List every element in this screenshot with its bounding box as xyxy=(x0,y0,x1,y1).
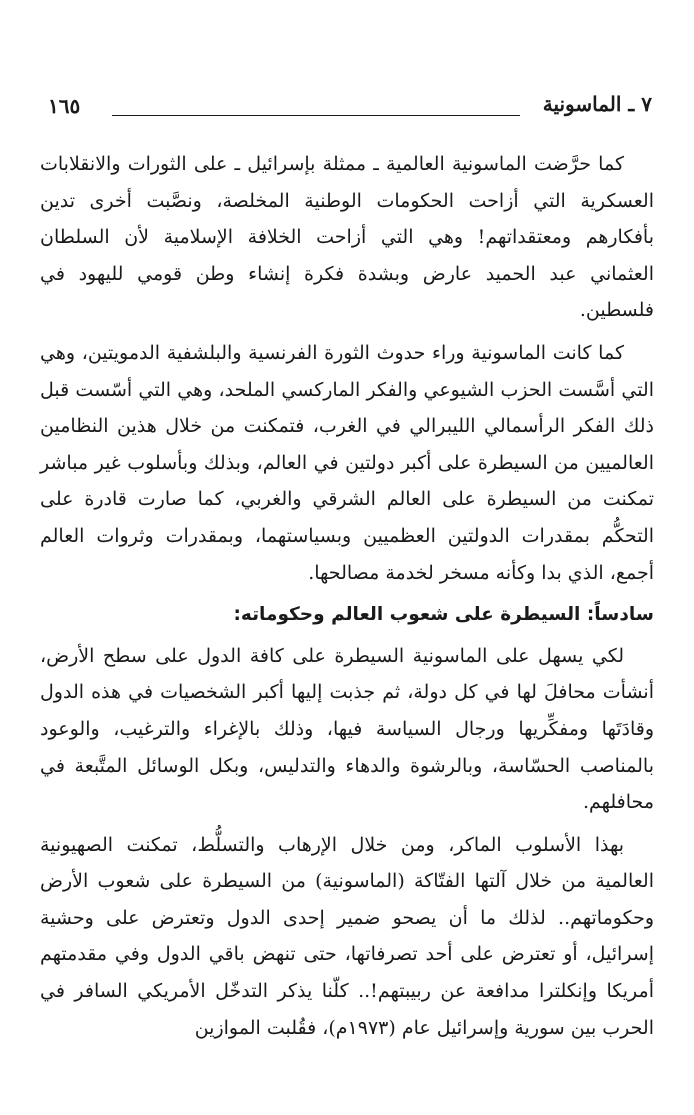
paragraph-3: لكي يسهل على الماسونية السيطرة على كافة الدول على سطح الأرض، أنشأت محافلَ لها في كل دولة، ثم جذبت إليها أكبر الشخصيات في هذه الدول وقادَتَها ومفكِّريها ورجال السياسة فيها، وذلك بالإغراء والترغيب، والوعود بالمناصب الحسّاسة، وبالرشوة والدهاء والتدليس، وبكل الوسائل المتَّبعة في محافلهم. xyxy=(40,644,654,814)
paragraph-4: بهذا الأسلوب الماكر، ومن خلال الإرهاب والتسلُّط، تمكنت الصهيونية العالمية من خلال آلتها الفتّاكة (الماسونية) من السيطرة على شعوب الأرض وحكوماتهم.. لذلك ما أن يصحو ضمير إحدى الدول وتعترض على وحشية إسرائيل، أو تعترض على أحد تصرفاتها، حتى تنهض باقي الدول وفي مقدمتهم أمريكا وإنكلترا مدافعة عن ربيبتهم!.. كلّنا يذكر التدخّل الأمريكي السافر في الحرب بين سورية وإسرائيل عام (١٩٧٣م)، فقُلبت الموازين xyxy=(40,833,654,1039)
header-rule xyxy=(112,115,520,116)
page-number: ١٦٥ xyxy=(48,94,81,118)
paragraph-2: كما كانت الماسونية وراء حدوث الثورة الفرنسية والبلشفية الدمويتين، وهي التي أسَّست الحزب الشيوعي والفكر الماركسي الملحد، وهي التي أسّست قبل ذلك الفكر الرأسمالي الليبرالي في الغرب، فتمكنت من خلال هذين النظامين العالميين من السيطرة على أكبر دولتين في العالم، وبذلك وبأسلوب غير مباشر تمكنت من السيطرة على العالم الشرقي والغربي، كما صارت قادرة على التحكُّم بمقدرات الدولتين العظميين وبسياستهما، وبمقدرات وثروات العالم أجمع، الذي بدا وكأنه مسخر لخدمة مصالحها. xyxy=(40,341,654,584)
section-heading: سادساً: السيطرة على شعوب العالم وحكوماته: xyxy=(233,604,654,626)
running-title: ٧ ـ الماسونية xyxy=(542,92,652,116)
paragraph-1: كما حرَّضت الماسونية العالمية ـ ممثلة بإسرائيل ـ على الثورات والانقلابات العسكرية التي أزاحت الحكومات الوطنية المخلصة، ونصَّبت أخرى تدين بأفكارهم ومعتقداتهم! وهي التي أزاحت الخلافة الإسلامية لأن السلطان العثماني عبد الحميد عارض وبشدة فكرة إنشاء وطن قومي لليهود في فلسطين. xyxy=(40,153,654,322)
page-header xyxy=(40,90,658,124)
body-text xyxy=(40,146,654,1052)
